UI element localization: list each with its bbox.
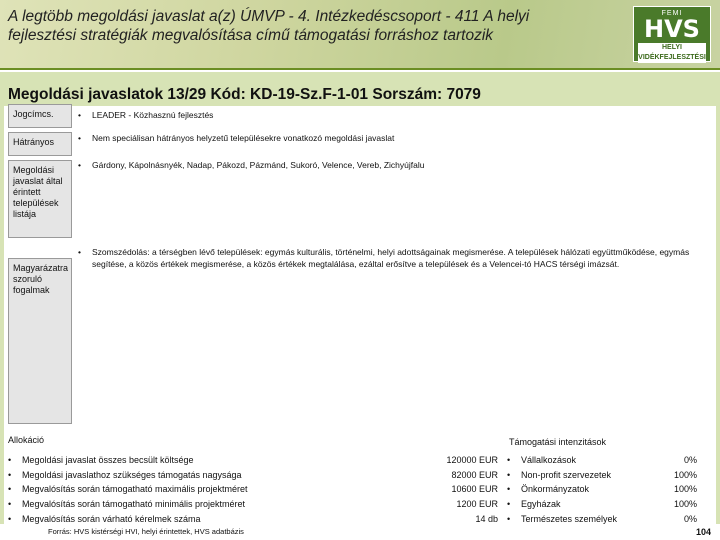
row-telepulesek-text: Gárdony, Kápolnásnyék, Nadap, Pákozd, Pázmánd, Sukoró, Velence, Vereb, Zichyújfalu: [92, 160, 425, 170]
bullet: •: [78, 160, 81, 170]
header-title: A legtöbb megoldási javaslat a(z) ÚMVP - 4. Intézkedéscsoport - 411 A helyi fejlesztési stratégiák megvalósítása című támogatási forráshoz tartozik: [8, 8, 530, 44]
logo-top-text: FEMI: [661, 10, 683, 17]
bullet: •: [8, 455, 12, 466]
label-fogalmak: Magyarázatra szoruló fogalmak: [8, 258, 72, 424]
intensity-label: Önkormányzatok: [521, 484, 590, 495]
bullet: •: [507, 484, 511, 495]
list-item: [507, 468, 697, 483]
row-fogalmak: [78, 246, 710, 270]
row-telepulesek: [78, 159, 710, 171]
list-item: [507, 453, 697, 468]
section-title: Megoldási javaslatok 13/29 Kód: KD-19-Sz.F-1-01 Sorszám: 7079: [8, 86, 481, 103]
bullet: •: [507, 455, 511, 466]
intensity-value: 0%: [683, 513, 697, 524]
list-item: [8, 453, 498, 468]
hvs-logo: [633, 6, 711, 62]
allocation-label: Megoldási javaslat összes becsült költsége: [21, 455, 194, 466]
list-item: [507, 497, 697, 512]
intensity-value: 100%: [673, 499, 697, 510]
list-item: [8, 511, 498, 526]
bullet: •: [8, 469, 12, 480]
bullet: •: [8, 499, 12, 510]
allocation-list: [8, 453, 498, 526]
bullet: •: [8, 484, 12, 495]
row-jogcim-text: LEADER - Közhasznú fejlesztés: [92, 110, 214, 120]
logo-main-text: HVS: [644, 15, 700, 43]
allocation-value: 120000 EUR: [446, 455, 498, 466]
label-hatranyos: Hátrányos: [8, 132, 72, 156]
allocation-value: 14 db: [475, 513, 498, 524]
allocation-title: Allokáció: [8, 435, 45, 445]
allocation-value: 1200 EUR: [456, 499, 498, 510]
row-hatranyos-text: Nem speciálisan hátrányos helyzetű településekre vonatkozó megoldási javaslat: [92, 133, 395, 143]
bullet: •: [78, 110, 81, 120]
intensity-label: Természetes személyek: [521, 513, 618, 524]
intensity-label: Egyházak: [521, 499, 561, 510]
list-item: [507, 511, 697, 526]
list-item: [8, 468, 498, 483]
list-item: [507, 482, 697, 497]
row-fogalmak-text: Szomszédolás: a térségben lévő települések: egymás kulturális, történelmi, helyi adottságainak megismerése. A települések hálózati együttműködése, egymás segítése, a közös értékek megismerése, a közös értékek megtalálása, ezáltal erősítve a települések és a Velencei-tó HACS térségi imázsát.: [92, 247, 690, 269]
allocation-value: 10600 EUR: [451, 484, 498, 495]
intensity-value: 0%: [683, 455, 697, 466]
bullet: •: [507, 469, 511, 480]
intensity-label: Vállalkozások: [521, 455, 577, 466]
intensity-label: Non-profit szervezetek: [521, 469, 612, 480]
intensity-list: [507, 453, 697, 526]
intensity-value: 100%: [673, 484, 697, 495]
header-banner: [0, 0, 720, 70]
intensity-value: 100%: [673, 469, 697, 480]
row-hatranyos: [78, 132, 710, 144]
list-item: [8, 497, 498, 512]
allocation-label: Megvalósítás során támogatható minimális projektméret: [21, 499, 246, 510]
row-jogcim: [78, 109, 710, 121]
label-telepulesek: Megoldási javaslat által érintett települések listája: [8, 160, 72, 238]
source-note: Forrás: HVS kistérségi HVI, helyi érintettek, HVS adatbázis: [48, 527, 244, 536]
bullet: •: [507, 513, 511, 524]
allocation-label: Megoldási javaslathoz szükséges támogatás nagysága: [21, 469, 242, 480]
allocation-value: 82000 EUR: [451, 469, 498, 480]
bullet: •: [78, 133, 81, 143]
allocation-label: Megvalósítás során várható kérelmek száma: [21, 513, 201, 524]
label-jogcim: Jogcímcs.: [8, 104, 72, 128]
list-item: [8, 482, 498, 497]
bullet: •: [78, 247, 81, 257]
allocation-label: Megvalósítás során támogatható maximális projektméret: [21, 484, 248, 495]
intensity-title: Támogatási intenzitások: [509, 437, 607, 447]
bullet: •: [8, 513, 12, 524]
page-number: 104: [696, 527, 712, 537]
logo-bar-text: HELYI VIDÉKFEJLESZTÉSI: [638, 44, 706, 61]
bullet: •: [507, 499, 511, 510]
